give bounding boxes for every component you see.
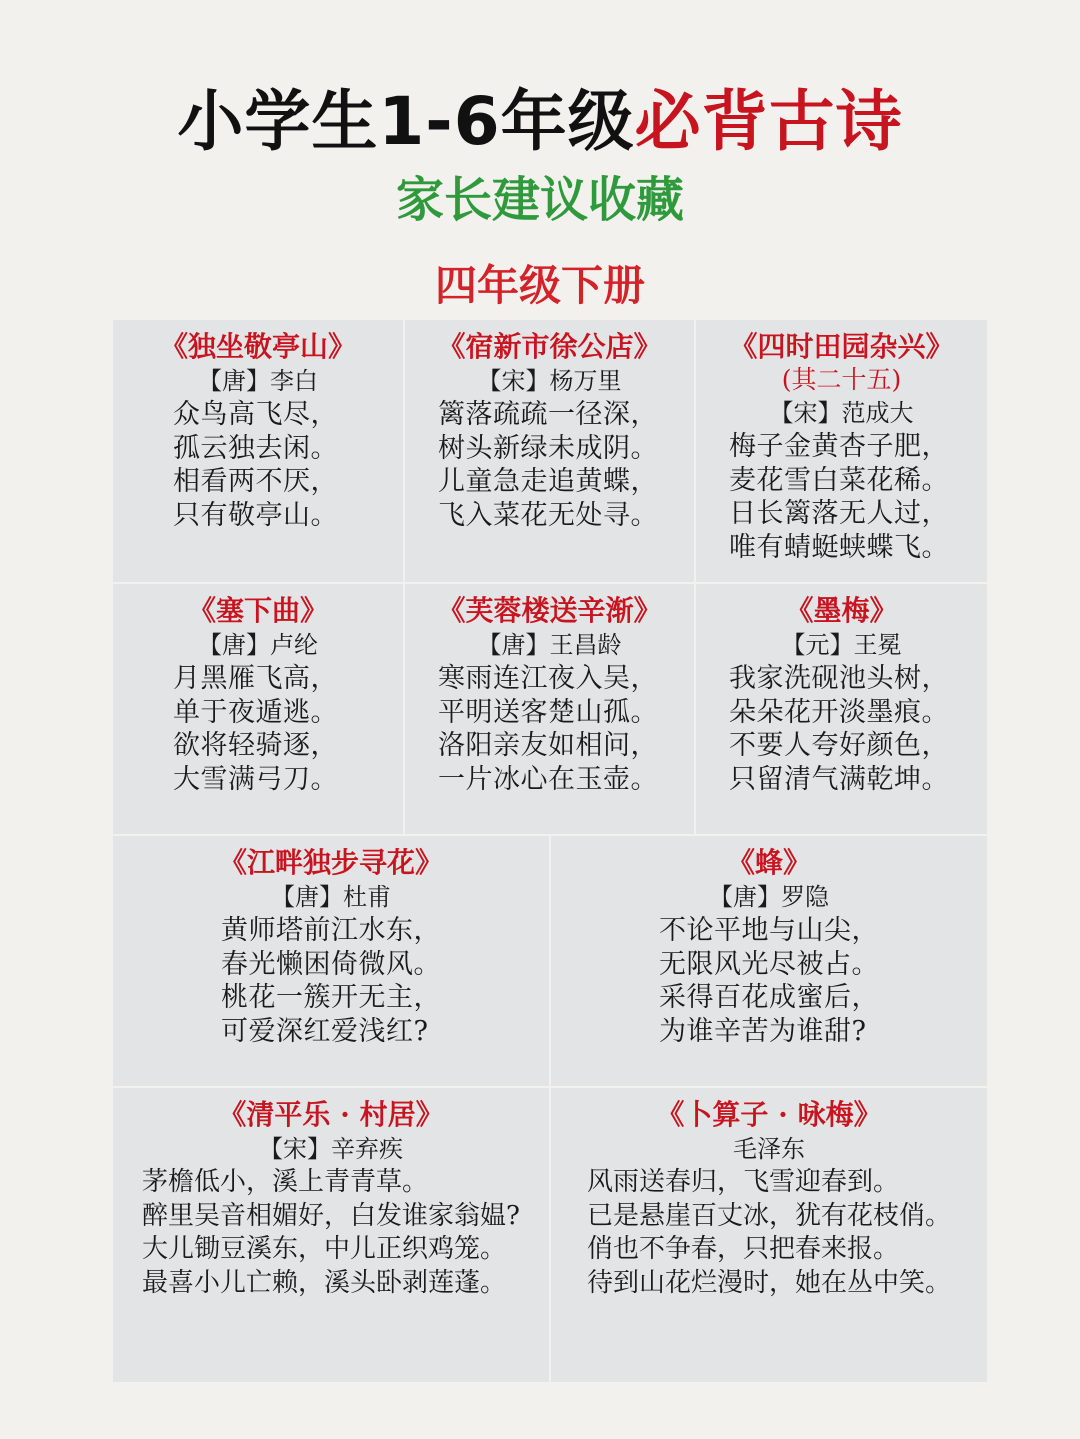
poem-line: 篱落疏疏一径深， xyxy=(438,399,658,430)
poem-line: 日长篱落无人过， xyxy=(729,498,949,529)
poem-body xyxy=(729,662,949,796)
poem-body xyxy=(173,662,338,796)
poem-line: 无限风光尽被占。 xyxy=(659,948,879,980)
poem-line: 梅子金黄杏子肥， xyxy=(729,431,949,462)
poem-title: 《墨梅》 xyxy=(785,594,898,627)
poem-title: 《宿新市徐公店》 xyxy=(437,330,662,363)
poem-line: 寒雨连江夜入吴， xyxy=(438,663,658,694)
poem-line: 一片冰心在玉壶。 xyxy=(438,763,658,795)
poem-line: 只有敬亭山。 xyxy=(173,499,338,531)
poem-grid xyxy=(113,320,987,1382)
grade-heading: 四年级下册 xyxy=(434,261,645,310)
poem-line: 可爱深红爱浅红? xyxy=(221,1015,429,1047)
poem-title: 《四时田园杂兴》 xyxy=(729,330,954,363)
poem-card xyxy=(405,584,694,834)
poem-line: 孤云独去闲。 xyxy=(173,432,338,464)
poem-line: 儿童急走追黄蝶， xyxy=(438,466,658,497)
poem-card xyxy=(113,836,549,1086)
poem-author: 毛泽东 xyxy=(733,1135,805,1163)
page-subtitle: 家长建议收藏 xyxy=(395,172,684,228)
poem-card xyxy=(696,320,987,582)
poem-line: 只留清气满乾坤。 xyxy=(729,763,949,795)
poem-card xyxy=(405,320,694,582)
poem-title: 《蜂》 xyxy=(726,846,811,879)
poem-line: 俏也不争春，只把春来报。 xyxy=(586,1234,899,1264)
poem-line: 众鸟高飞尽， xyxy=(173,399,338,430)
poem-card xyxy=(696,584,987,834)
poem-title: 《塞下曲》 xyxy=(187,594,328,627)
poem-card xyxy=(113,320,403,582)
poem-body xyxy=(221,914,441,1048)
poem-line: 不要人夸好颜色， xyxy=(729,730,949,761)
poem-line: 洛阳亲友如相问， xyxy=(438,730,658,761)
poem-line: 已是悬崖百丈冰，犹有花枝俏。 xyxy=(586,1200,951,1231)
poem-line: 最喜小儿亡赖，溪头卧剥莲蓬。 xyxy=(142,1267,507,1298)
poem-author: 【宋】范成大 xyxy=(769,399,914,427)
poem-author: 【元】王冕 xyxy=(781,631,902,659)
poem-author: 【唐】罗隐 xyxy=(709,883,829,911)
poem-line: 相看两不厌， xyxy=(173,466,338,497)
poem-author: 【唐】杜甫 xyxy=(271,883,391,911)
poem-line: 采得百花成蜜后， xyxy=(659,982,879,1013)
poem-line: 春光懒困倚微风。 xyxy=(221,948,441,980)
poem-line: 月黑雁飞高， xyxy=(173,663,338,694)
poem-body xyxy=(587,1166,951,1300)
poem-author: 【唐】李白 xyxy=(198,367,318,395)
poem-title: 《独坐敬亭山》 xyxy=(159,330,356,363)
poem-line: 黄师塔前江水东， xyxy=(221,915,441,946)
title-main: 小学生1-6年级 xyxy=(177,83,635,160)
title-highlight: 必背古诗 xyxy=(634,83,903,160)
poem-title: 《卜算子 · 咏梅》 xyxy=(656,1098,882,1131)
poem-line: 大雪满弓刀。 xyxy=(173,763,338,795)
poem-line: 茅檐低小，溪上青青草。 xyxy=(142,1167,429,1197)
poem-card xyxy=(551,836,987,1086)
poem-line: 树头新绿未成阴。 xyxy=(438,432,658,464)
poem-card xyxy=(113,1088,549,1382)
poem-line: 朵朵花开淡墨痕。 xyxy=(729,696,949,728)
poem-author: 【宋】杨万里 xyxy=(477,367,622,395)
poem-line: 待到山花烂漫时，她在丛中笑。 xyxy=(586,1267,951,1298)
poem-body xyxy=(659,914,879,1048)
poem-body xyxy=(142,1166,520,1300)
poem-line: 单于夜遁逃。 xyxy=(173,696,338,728)
poem-line: 飞入菜花无处寻。 xyxy=(438,499,658,531)
poem-line: 桃花一簇开无主， xyxy=(221,982,441,1013)
poem-line: 不论平地与山尖， xyxy=(659,915,879,946)
poem-title: 《江畔独步寻花》 xyxy=(218,846,443,879)
poem-line: 平明送客楚山孤。 xyxy=(438,696,658,728)
poem-title: 《清平乐 · 村居》 xyxy=(218,1098,444,1131)
poem-card xyxy=(113,584,403,834)
page-header xyxy=(0,80,1080,316)
poem-card xyxy=(551,1088,987,1382)
poem-body xyxy=(438,662,658,796)
page-title xyxy=(0,80,1080,164)
poem-line: 醉里吴音相媚好，白发谁家翁媪? xyxy=(142,1200,520,1231)
poem-author: 【唐】王昌龄 xyxy=(477,631,622,659)
poem-author: 【唐】卢纶 xyxy=(198,631,318,659)
poem-line: 我家洗砚池头树， xyxy=(729,663,949,694)
poem-line: 为谁辛苦为谁甜? xyxy=(659,1015,867,1047)
poem-line: 麦花雪白菜花稀。 xyxy=(729,464,949,496)
poem-author: 【宋】辛弃疾 xyxy=(259,1135,403,1163)
poem-body xyxy=(729,430,949,564)
poem-subtitle: (其二十五) xyxy=(781,365,902,394)
poem-line: 欲将轻骑逐， xyxy=(173,730,338,761)
poem-line: 唯有蜻蜓蛱蝶飞。 xyxy=(729,531,949,563)
poem-body xyxy=(173,398,338,532)
poem-body xyxy=(438,398,658,532)
poem-line: 风雨送春归，飞雪迎春到。 xyxy=(586,1167,899,1197)
poem-title: 《芙蓉楼送辛渐》 xyxy=(437,594,662,627)
poem-line: 大儿锄豆溪东，中儿正织鸡笼。 xyxy=(142,1234,507,1264)
